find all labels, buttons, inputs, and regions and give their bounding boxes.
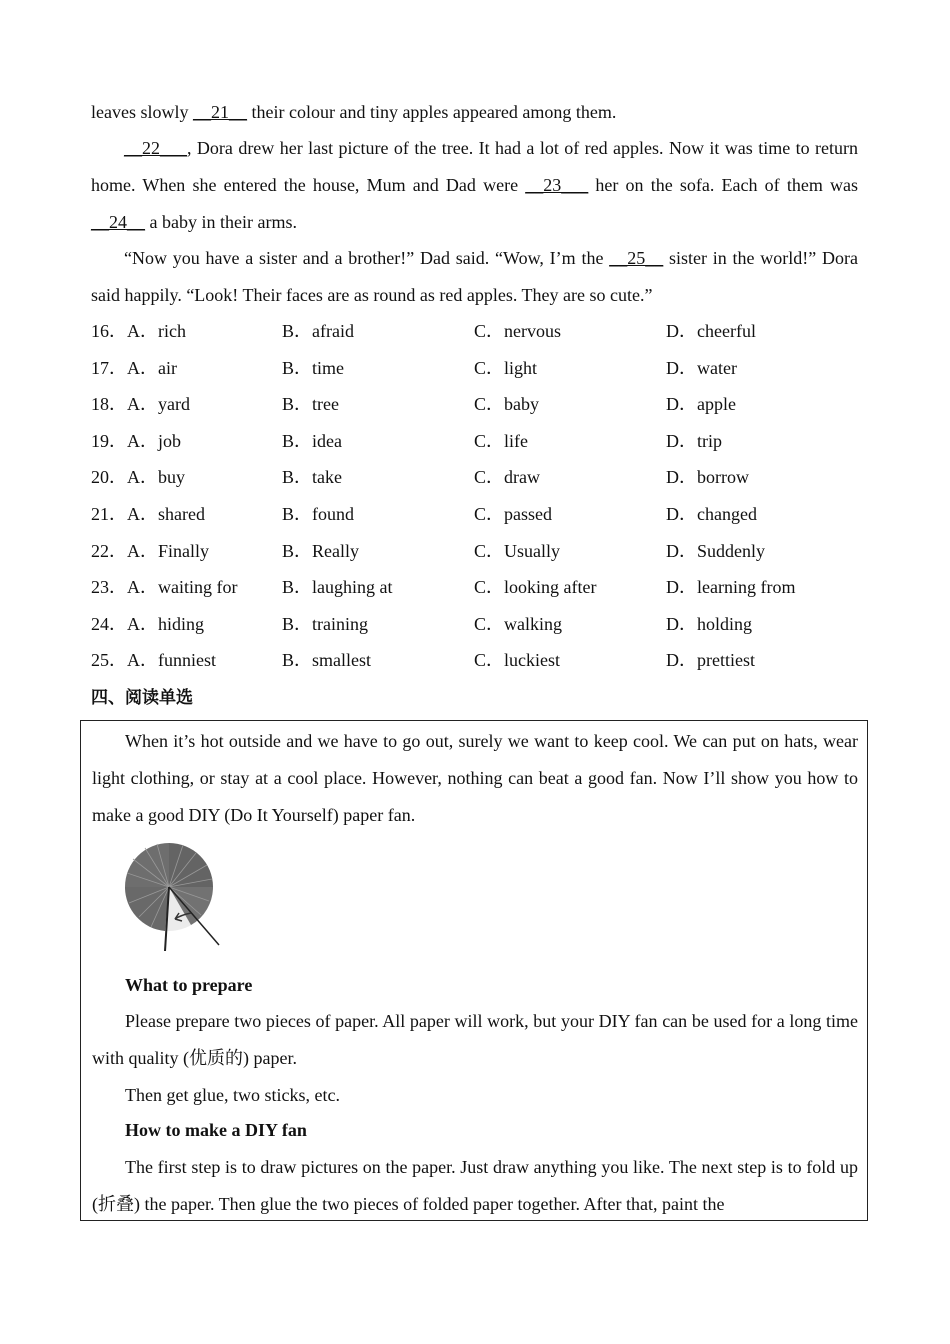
question-row	[91, 496, 871, 533]
option-d[interactable]: D．prettiest	[666, 650, 755, 671]
blank-25: __25__	[609, 248, 664, 268]
question-row	[91, 606, 871, 643]
option-a[interactable]: 17．A．air	[91, 357, 177, 378]
make-heading: How to make a DIY fan	[125, 1120, 307, 1140]
section-title: 四、阅读单选	[91, 688, 193, 708]
option-c[interactable]: C．walking	[474, 613, 562, 634]
option-d[interactable]: D．water	[666, 357, 737, 378]
option-c[interactable]: C．nervous	[474, 321, 561, 341]
option-d[interactable]: D．learning from	[666, 577, 796, 598]
option-a[interactable]: 16．A．rich	[91, 321, 186, 341]
question-row	[91, 533, 871, 570]
option-c[interactable]: C．passed	[474, 503, 552, 524]
option-a[interactable]: 25．A．funniest	[91, 650, 216, 671]
option-b[interactable]: B．take	[282, 467, 342, 488]
option-c[interactable]: C．looking after	[474, 577, 597, 598]
passage-text: leaves slowly	[91, 102, 193, 122]
make-text: The first step is to draw pictures on the paper. Just draw anything you like. The next step is to fold up (折叠) the paper. Then glue the two pieces of folded paper together. After that, paint the	[92, 1157, 858, 1214]
passage-paragraph-1	[91, 94, 858, 131]
option-a[interactable]: 23．A．waiting for	[91, 577, 238, 598]
option-a[interactable]: 20．A．buy	[91, 467, 185, 488]
option-c[interactable]: C．baby	[474, 394, 539, 415]
question-row	[91, 569, 871, 606]
option-a[interactable]: 21．A．shared	[91, 503, 205, 524]
question-row	[91, 313, 871, 350]
option-a[interactable]: 18．A．yard	[91, 394, 190, 415]
question-row	[91, 642, 871, 679]
passage-text: a baby in their arms.	[145, 212, 297, 232]
option-c[interactable]: C．draw	[474, 467, 540, 488]
passage-text: , Dora drew her last picture of the tree. It had a lot of red apples. Now it was time to return home. When she entered the house, Mum and Dad were	[91, 138, 858, 195]
question-row	[91, 423, 871, 460]
option-d[interactable]: D．trip	[666, 430, 722, 451]
option-d[interactable]: D．apple	[666, 394, 736, 415]
option-c[interactable]: C．light	[474, 357, 538, 378]
passage-paragraph-2	[91, 130, 858, 241]
option-c[interactable]: C．life	[474, 430, 528, 451]
blank-23: __23___	[525, 175, 589, 195]
option-a[interactable]: 19．A．job	[91, 430, 181, 451]
passage-text: “Now you have a sister and a brother!” Dad said. “Wow, I’m the	[124, 248, 610, 268]
option-a[interactable]: 22．A．Finally	[91, 540, 210, 561]
option-b[interactable]: B．time	[282, 357, 344, 378]
option-b[interactable]: B．smallest	[282, 650, 371, 671]
option-d[interactable]: D．cheerful	[666, 321, 756, 341]
option-b[interactable]: B．laughing at	[282, 577, 393, 598]
question-row	[91, 386, 871, 423]
passage-text: sister in the world!” Dora said happily. “Look! Their faces are as round as red apples. They are so cute.”	[91, 248, 858, 305]
answer-options	[91, 313, 871, 679]
passage-text: their colour and tiny apples appeared among them.	[246, 102, 617, 122]
option-d[interactable]: D．borrow	[666, 467, 749, 488]
blank-21: __21__	[192, 102, 247, 122]
option-b[interactable]: B．idea	[282, 430, 342, 451]
passage-paragraph-3	[91, 240, 858, 314]
option-d[interactable]: D．holding	[666, 613, 753, 634]
option-c[interactable]: C．Usually	[474, 540, 561, 561]
question-row	[91, 350, 871, 387]
option-b[interactable]: B．found	[282, 503, 354, 524]
option-b[interactable]: B．Really	[282, 540, 359, 561]
paper-fan-image	[121, 833, 231, 953]
option-b[interactable]: B．tree	[282, 394, 339, 415]
question-row	[91, 459, 871, 496]
option-b[interactable]: B．afraid	[282, 321, 354, 341]
option-b[interactable]: B．training	[282, 613, 368, 634]
option-c[interactable]: C．luckiest	[474, 650, 560, 671]
blank-24: __24__	[91, 212, 145, 232]
option-d[interactable]: D．Suddenly	[666, 540, 765, 561]
prepare-text: Please prepare two pieces of paper. All paper will work, but your DIY fan can be used for a long time with quality (优质的) paper.	[92, 1011, 858, 1068]
passage-text: her on the sofa. Each of them was	[588, 175, 858, 195]
blank-22: __22___	[124, 138, 187, 158]
prepare-text-2: Then get glue, two sticks, etc.	[125, 1085, 340, 1105]
prepare-heading: What to prepare	[125, 975, 253, 995]
option-d[interactable]: D．changed	[666, 503, 757, 524]
reading-intro: When it’s hot outside and we have to go out, surely we want to keep cool. We can put on hats, wear light clothing, or stay at a cool place. However, nothing can beat a good fan. Now I’ll show you how to make a good DIY (Do It Yourself) paper fan.	[92, 731, 858, 825]
option-a[interactable]: 24．A．hiding	[91, 613, 205, 634]
reading-passage-box	[80, 720, 868, 1221]
